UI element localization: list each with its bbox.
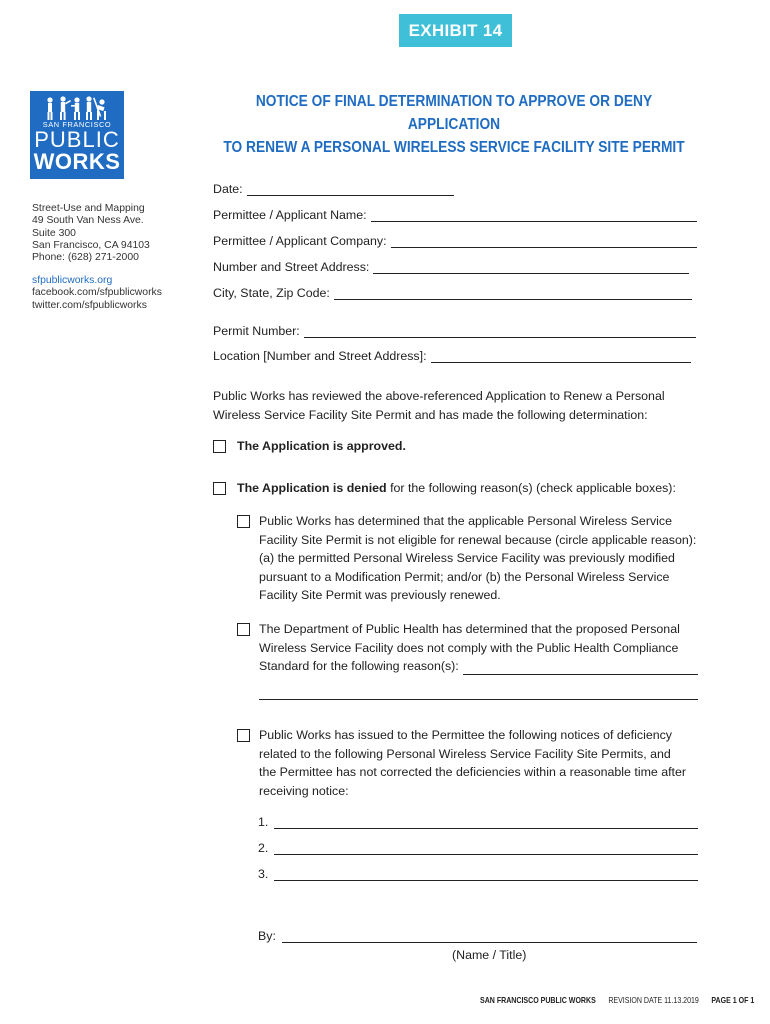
document-title — [218, 90, 689, 159]
deficiency-line[interactable] — [274, 814, 698, 829]
applicant-company-field[interactable] — [213, 230, 697, 248]
applicant-company-label: Permittee / Applicant Company: — [213, 234, 387, 248]
denied-label-bold: The Application is denied — [237, 481, 387, 495]
intro-paragraph — [213, 387, 665, 424]
public-works-logo — [30, 91, 124, 179]
address-block — [32, 203, 150, 264]
reason-deficiency-text — [259, 726, 686, 800]
permit-number-label: Permit Number: — [213, 324, 300, 338]
logo-small-text: SAN FRANCISCO — [42, 120, 112, 129]
signature-line[interactable] — [282, 928, 697, 943]
footer-page: PAGE 1 OF 1 — [711, 996, 755, 1005]
city-state-zip-line[interactable] — [334, 285, 692, 300]
exhibit-badge: EXHIBIT 14 — [399, 14, 512, 47]
reason-health-line: The Department of Public Health has determined that the proposed Personal — [259, 622, 680, 636]
deficiency-number: 2. — [258, 841, 269, 855]
intro-line-2: Wireless Service Facility Site Permit and has made the following determination: — [213, 407, 648, 422]
location-line[interactable] — [431, 348, 691, 363]
reason-ineligible-checkbox[interactable] — [237, 515, 250, 528]
reason-health-line: Wireless Service Facility does not comply with the Public Health Compliance — [259, 640, 679, 655]
reason-deficiency-checkbox[interactable] — [237, 729, 250, 742]
applicant-name-line[interactable] — [371, 207, 697, 222]
permit-number-line[interactable] — [304, 323, 696, 338]
reason-ineligible-line: Facility Site Permit is not eligible for renewal because (circle applicable reason): — [259, 532, 697, 547]
denied-label-rest: for the following reason(s) (check applicable boxes): — [386, 481, 676, 495]
title-line-2: TO RENEW A PERSONAL WIRELESS SERVICE FACILITY SITE PERMIT — [223, 139, 685, 156]
by-label: By: — [258, 929, 276, 943]
approved-checkbox[interactable] — [213, 440, 226, 453]
workers-icon — [44, 95, 110, 121]
facebook-link[interactable]: facebook.com/sfpublicworks — [32, 287, 162, 299]
title-line-1: NOTICE OF FINAL DETERMINATION TO APPROVE OR DENY APPLICATION — [255, 93, 653, 133]
applicant-name-label: Permittee / Applicant Name: — [213, 208, 367, 222]
reason-health-checkbox[interactable] — [237, 623, 250, 636]
address-street: 49 South Van Ness Ave. — [32, 215, 144, 227]
website-link[interactable]: sfpublicworks.org — [32, 275, 113, 286]
deficiency-number: 1. — [258, 815, 269, 829]
reason-health-line: Standard for the following reason(s): — [259, 659, 459, 674]
logo-public: PUBLIC — [34, 127, 120, 152]
applicant-name-field[interactable] — [213, 204, 697, 222]
approved-label: The Application is approved. — [237, 439, 406, 453]
reason-ineligible-text — [259, 512, 696, 605]
intro-line-1: Public Works has reviewed the above-referenced Application to Renew a Personal — [213, 389, 665, 403]
denied-checkbox[interactable] — [213, 482, 226, 495]
footer-revision: REVISION DATE 11.13.2019 — [608, 996, 699, 1005]
footer-org: SAN FRANCISCO PUBLIC WORKS — [480, 996, 596, 1005]
reason-deficiency-line: the Permittee has not corrected the deficiencies within a reasonable time after — [259, 765, 687, 780]
city-state-zip-field[interactable] — [213, 282, 692, 300]
name-title-caption: (Name / Title) — [452, 948, 527, 962]
reason-deficiency-line: Public Works has issued to the Permittee the following notices of deficiency — [259, 728, 672, 742]
address-city: San Francisco, CA 94103 — [32, 239, 150, 251]
contact-links — [32, 275, 162, 312]
page-footer — [480, 996, 754, 1005]
date-line[interactable] — [247, 181, 454, 196]
permit-number-field[interactable] — [213, 320, 696, 338]
location-field[interactable] — [213, 345, 691, 363]
deficiency-item-2[interactable] — [258, 837, 698, 855]
reason-ineligible-line: Facility Site Permit was previously renewed. — [259, 588, 501, 603]
health-reason-line[interactable] — [463, 674, 698, 675]
address-dept: Street-Use and Mapping — [32, 203, 145, 214]
street-address-field[interactable] — [213, 256, 689, 274]
health-reason-line-2[interactable] — [259, 699, 698, 700]
reason-ineligible-line: Public Works has determined that the applicable Personal Wireless Service — [259, 514, 672, 528]
reason-health-text — [259, 620, 680, 676]
street-address-label: Number and Street Address: — [213, 260, 370, 274]
location-label: Location [Number and Street Address]: — [213, 349, 427, 363]
reason-deficiency-line: related to the following Personal Wireless Service Facility Site Permits, and — [259, 746, 671, 761]
reason-ineligible-line: pursuant to a Modification Permit; and/or (b) the Personal Wireless Service — [259, 569, 670, 584]
signature-field[interactable] — [258, 925, 697, 943]
logo-works: WORKS — [33, 149, 121, 174]
twitter-link[interactable]: twitter.com/sfpublicworks — [32, 299, 147, 311]
deficiency-item-3[interactable] — [258, 863, 698, 881]
denied-label — [237, 479, 676, 498]
deficiency-line[interactable] — [274, 840, 698, 855]
deficiency-item-1[interactable] — [258, 811, 698, 829]
reason-ineligible-line: (a) the permitted Personal Wireless Service Facility was previously modified — [259, 551, 675, 566]
address-suite: Suite 300 — [32, 227, 76, 239]
applicant-company-line[interactable] — [391, 233, 697, 248]
reason-deficiency-line: receiving notice: — [259, 783, 349, 798]
street-address-line[interactable] — [373, 259, 689, 274]
deficiency-line[interactable] — [274, 866, 698, 881]
deficiency-number: 3. — [258, 867, 269, 881]
city-state-zip-label: City, State, Zip Code: — [213, 286, 330, 300]
date-field[interactable] — [213, 178, 454, 196]
address-phone: Phone: (628) 271-2000 — [32, 252, 139, 264]
date-label: Date: — [213, 182, 243, 196]
